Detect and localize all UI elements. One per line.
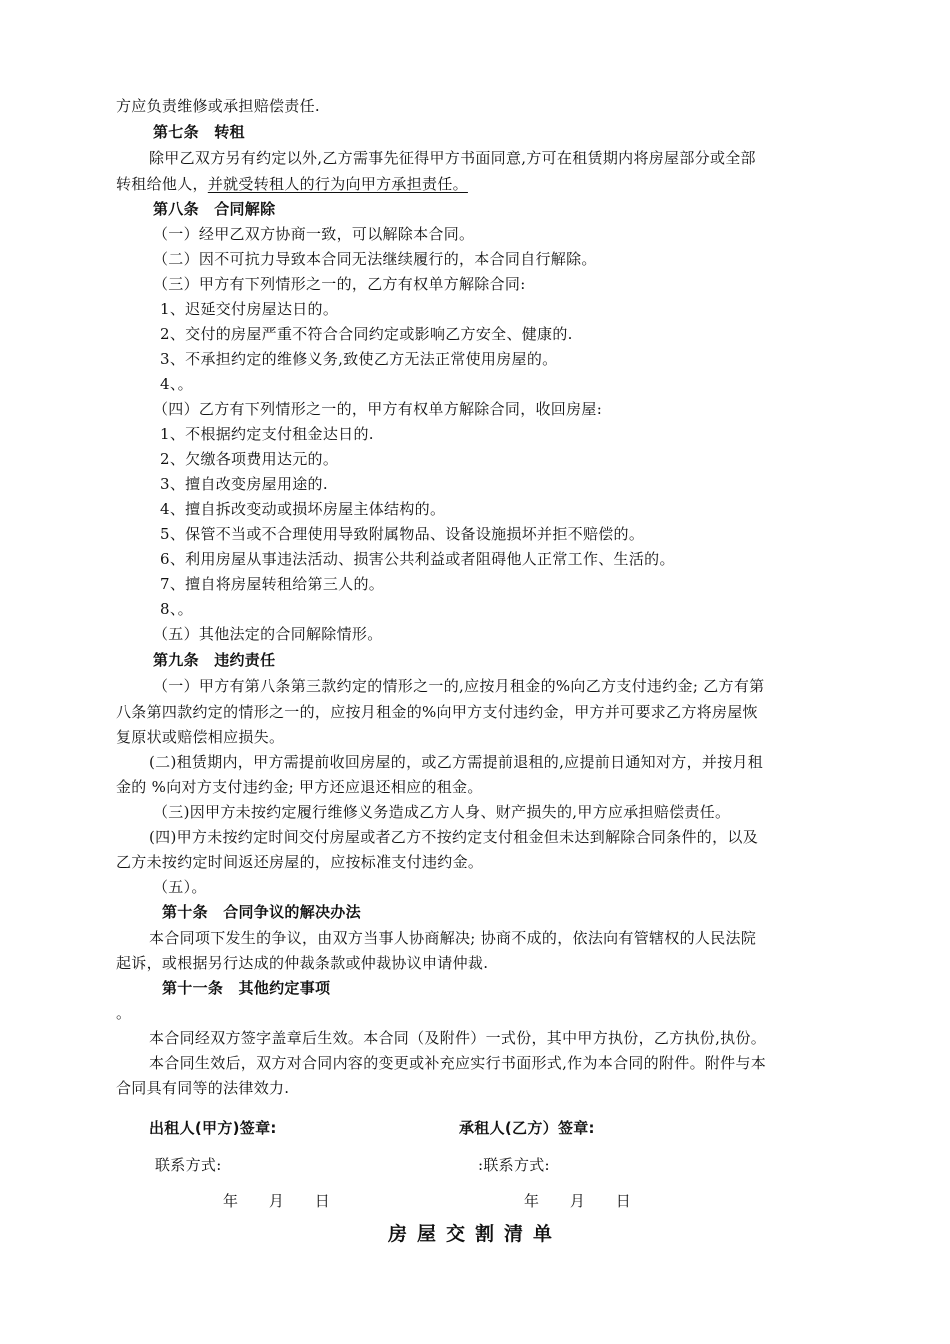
clause-text: 复原状或赔偿相应损失。: [116, 728, 285, 746]
clause-text: 除甲乙双方另有约定以外,乙方需事先征得甲方书面同意,方可在租赁期内将房屋部分或全部: [149, 149, 756, 167]
list-item: 6、利用房屋从事违法活动、损害公共利益或者阻碍他人正常工作、生活的。: [160, 550, 675, 568]
article-9-heading: 第九条 违约责任: [153, 651, 276, 669]
clause-text: （二）因不可抗力导致本合同无法继续履行的，本合同自行解除。: [153, 250, 597, 268]
clause-text: 合同具有同等的法律效力.: [116, 1079, 290, 1097]
handover-list-title: 房屋交割清单: [387, 1223, 562, 1245]
clause-text: （三)因甲方未按约定履行维修义务造成乙方人身、财产损失的,甲方应承担赔偿责任。: [153, 803, 731, 821]
lessor-contact-label: 联系方式:: [155, 1156, 222, 1174]
list-item: 2、交付的房屋严重不符合合同约定或影响乙方安全、健康的.: [160, 325, 573, 343]
clause-text: 本合同经双方签字盖章后生效。本合同（及附件）一式份，其中甲方执份，乙方执份,执份。: [149, 1029, 767, 1047]
list-item: 2、欠缴各项费用达元的。: [160, 450, 339, 468]
article-11-heading: 第十一条 其他约定事项: [162, 979, 331, 997]
underlined-text: 并就受转租人的行为向甲方承担责任。: [207, 175, 468, 193]
list-item: 1、不根据约定支付租金达日的.: [160, 425, 374, 443]
clause-text: （一）甲方有第八条第三款约定的情形之一的,应按月租金的%向乙方支付违约金; 乙方有第: [153, 677, 765, 695]
lessor-date: 年 月 日: [223, 1192, 331, 1210]
clause-text: （一）经甲乙双方协商一致，可以解除本合同。: [153, 225, 475, 243]
clause-text: 本合同项下发生的争议，由双方当事人协商解决; 协商不成的，依法向有管辖权的人民法院: [149, 929, 757, 947]
clause-text: (四)甲方未按约定时间交付房屋或者乙方不按约定支付租金但未达到解除合同条件的，以及: [149, 828, 759, 846]
list-item: 4、擅自拆改变动或损坏房屋主体结构的。: [160, 500, 446, 518]
clause-text: [116, 174, 468, 194]
lessor-signature-label: 出租人(甲方)签章:: [149, 1119, 277, 1137]
list-item: 5、保管不当或不合理使用导致附属物品、设备设施损坏并拒不赔偿的。: [160, 525, 645, 543]
clause-text: 方应负责维修或承担赔偿责任.: [116, 97, 320, 115]
clause-text: （五）其他法定的合同解除情形。: [153, 625, 383, 643]
clause-text: 金的 %向对方支付违约金; 甲方还应退还相应的租金。: [116, 778, 483, 796]
clause-text-part: 转租给他人，: [116, 175, 208, 193]
list-item: 3、擅自改变房屋用途的.: [160, 475, 328, 493]
clause-text: （五）。: [153, 878, 207, 896]
list-item: 1、迟延交付房屋达日的。: [160, 300, 339, 318]
clause-text: 起诉，或根据另行达成的仲裁条款或仲裁协议申请仲裁.: [116, 954, 489, 972]
list-item: 4、。: [160, 375, 193, 393]
list-item: 8、。: [160, 600, 193, 618]
clause-text: 乙方未按约定时间返还房屋的，应按标准支付违约金。: [116, 853, 484, 871]
lessee-signature-label: 承租人(乙方）签章:: [459, 1119, 595, 1137]
article-8-heading: 第八条 合同解除: [153, 200, 276, 218]
article-7-heading: 第七条 转租: [153, 123, 245, 141]
clause-text: （四）乙方有下列情形之一的，甲方有权单方解除合同，收回房屋:: [153, 400, 603, 418]
list-item: 3、不承担约定的维修义务,致使乙方无法正常使用房屋的。: [160, 350, 558, 368]
lessee-date: 年 月 日: [524, 1192, 632, 1210]
article-10-heading: 第十条 合同争议的解决办法: [162, 903, 361, 921]
clause-text: 八条第四款约定的情形之一的，应按月租金的%向甲方支付违约金，甲方并可要求乙方将房屋恢: [116, 703, 758, 721]
clause-text: 本合同生效后，双方对合同内容的变更或补充应实行书面形式,作为本合同的附件。附件与本: [149, 1054, 767, 1072]
list-item: 7、擅自将房屋转租给第三人的。: [160, 575, 385, 593]
clause-text: (二)租赁期内，甲方需提前收回房屋的，或乙方需提前退租的,应提前日通知对方，并按月租: [149, 753, 764, 771]
clause-text: 。: [116, 1004, 132, 1022]
lessee-contact-label: :联系方式:: [478, 1156, 550, 1174]
clause-text: （三）甲方有下列情形之一的，乙方有权单方解除合同:: [153, 275, 526, 293]
